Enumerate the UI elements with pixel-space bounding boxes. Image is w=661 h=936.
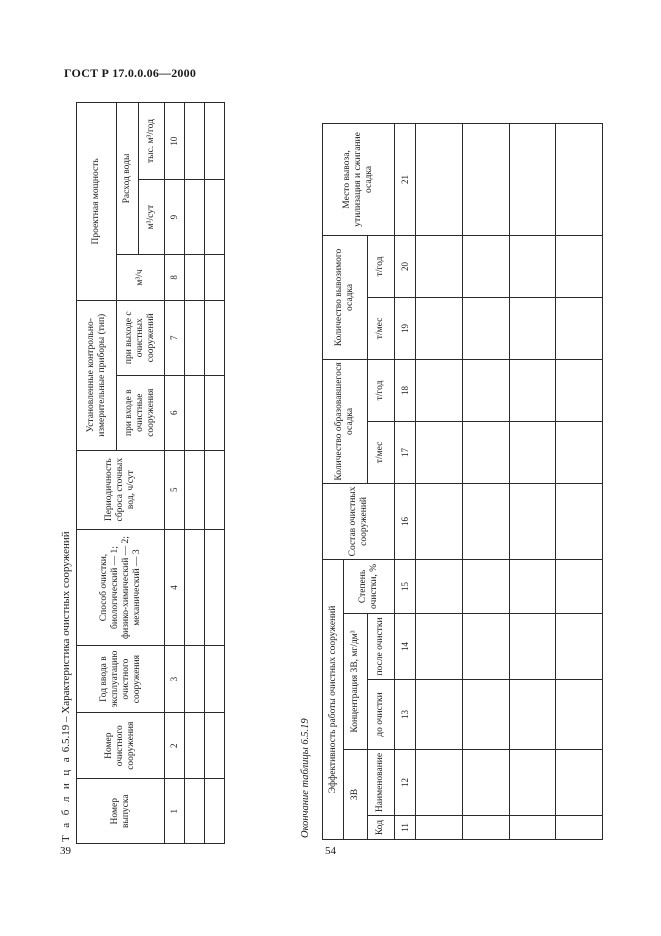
col-efficiency: Эффективность работы очистных сооружений xyxy=(323,559,344,839)
num-cell: 14 xyxy=(395,614,416,680)
empty-cell xyxy=(509,235,556,297)
empty-cell xyxy=(416,483,463,559)
empty-cell xyxy=(205,375,225,450)
num-cell: 7 xyxy=(165,300,185,375)
empty-cell xyxy=(205,779,225,844)
empty-cell xyxy=(205,712,225,779)
empty-cell xyxy=(185,712,205,779)
empty-cell xyxy=(556,614,603,680)
num-cell: 19 xyxy=(395,297,416,359)
empty-cell xyxy=(462,123,509,235)
col-outlet-number: Номер выпуска xyxy=(77,779,165,844)
empty-cell xyxy=(556,359,603,421)
col-name: Наименование xyxy=(367,750,395,816)
col-flow-thousand-m3year: тыс. м³/год xyxy=(139,103,165,180)
empty-cell xyxy=(416,123,463,235)
col-unit-t-month: т/мес xyxy=(367,297,395,359)
empty-cell xyxy=(462,750,509,816)
caption-text: 6.5.19 – Характеристика очистных сооружений xyxy=(60,531,72,753)
empty-cell xyxy=(205,646,225,713)
empty-cell xyxy=(416,750,463,816)
col-purification-degree: Степень очистки, % xyxy=(344,559,395,613)
empty-cell xyxy=(556,816,603,840)
empty-cell xyxy=(185,646,205,713)
num-cell: 16 xyxy=(395,483,416,559)
col-unit-t-month: т/мес xyxy=(367,421,395,483)
col-before-treatment: до очистки xyxy=(367,680,395,750)
empty-cell xyxy=(509,123,556,235)
num-cell: 4 xyxy=(165,529,185,646)
col-instruments: Установленные контрольно-измерительные приборы (тип) xyxy=(77,300,117,450)
empty-cell xyxy=(509,680,556,750)
empty-cell xyxy=(509,816,556,840)
num-cell: 2 xyxy=(165,712,185,779)
empty-cell xyxy=(185,255,205,301)
empty-cell xyxy=(556,123,603,235)
empty-cell xyxy=(185,450,205,529)
empty-cell xyxy=(509,359,556,421)
empty-cell xyxy=(416,559,463,613)
empty-cell xyxy=(416,816,463,840)
empty-cell xyxy=(462,559,509,613)
page-number-left: 39 xyxy=(60,845,71,857)
empty-cell xyxy=(509,421,556,483)
num-cell: 11 xyxy=(395,816,416,840)
continuation-table xyxy=(322,123,603,840)
empty-cell xyxy=(462,235,509,297)
empty-cell xyxy=(205,180,225,255)
num-cell: 10 xyxy=(165,103,185,180)
empty-cell xyxy=(462,483,509,559)
right-table-block xyxy=(300,102,603,840)
empty-cell xyxy=(462,816,509,840)
col-design-capacity: Проектная мощность xyxy=(77,103,117,301)
empty-cell xyxy=(556,680,603,750)
empty-cell xyxy=(509,483,556,559)
num-cell: 9 xyxy=(165,180,185,255)
empty-cell xyxy=(185,779,205,844)
empty-cell xyxy=(416,359,463,421)
left-table-block xyxy=(60,92,245,844)
num-cell: 8 xyxy=(165,255,185,301)
empty-cell xyxy=(556,483,603,559)
empty-cell xyxy=(416,614,463,680)
empty-cell xyxy=(205,103,225,180)
col-unit-t-year: т/год xyxy=(367,359,395,421)
empty-cell xyxy=(416,235,463,297)
empty-cell xyxy=(462,359,509,421)
table-caption xyxy=(60,531,72,842)
empty-cell xyxy=(509,750,556,816)
col-instruments-inlet: при входе в очистные сооружения xyxy=(117,375,165,450)
empty-cell xyxy=(509,559,556,613)
col-sludge-removed: Количество вывозимого осадка xyxy=(323,235,368,359)
empty-cell xyxy=(185,103,205,180)
empty-cell xyxy=(205,450,225,529)
num-cell: 1 xyxy=(165,779,185,844)
num-cell: 18 xyxy=(395,359,416,421)
empty-cell xyxy=(509,614,556,680)
num-cell: 21 xyxy=(395,123,416,235)
empty-cell xyxy=(556,235,603,297)
num-cell: 17 xyxy=(395,421,416,483)
empty-cell xyxy=(416,421,463,483)
num-cell: 6 xyxy=(165,375,185,450)
empty-cell xyxy=(185,375,205,450)
empty-cell xyxy=(556,297,603,359)
empty-cell xyxy=(556,750,603,816)
col-sludge-formed: Количество образовавшегося осадка xyxy=(323,359,368,483)
col-after-treatment: после очистки xyxy=(367,614,395,680)
table-continuation-caption: Окончание таблицы 6.5.19 xyxy=(300,718,311,838)
empty-cell xyxy=(462,297,509,359)
num-cell: 5 xyxy=(165,450,185,529)
col-code: Код xyxy=(367,816,395,840)
empty-cell xyxy=(416,680,463,750)
empty-cell xyxy=(185,529,205,646)
col-capacity-m3h: м³/ч xyxy=(117,255,165,301)
empty-cell xyxy=(205,255,225,301)
col-flow-m3day: м³/сут xyxy=(139,180,165,255)
col-treatment-method: Способ очистки, биологический — 1; физико-химический — 2; механический — 3 xyxy=(77,529,165,646)
empty-cell xyxy=(556,421,603,483)
empty-cell xyxy=(462,680,509,750)
document-header: ГОСТ Р 17.0.0.06—2000 xyxy=(64,66,197,80)
col-instruments-outlet: при выходе с очистных сооружений xyxy=(117,300,165,375)
empty-cell xyxy=(205,300,225,375)
empty-cell xyxy=(185,300,205,375)
empty-cell xyxy=(462,421,509,483)
empty-cell xyxy=(185,180,205,255)
caption-prefix: Т а б л и ц а xyxy=(60,754,72,842)
empty-cell xyxy=(416,297,463,359)
col-concentration: Концентрация ЗВ, мг/дм³ xyxy=(344,614,367,750)
col-facility-composition: Состав очистных сооружений xyxy=(323,483,395,559)
empty-cell xyxy=(509,297,556,359)
col-disposal-place: Место вывоза, утилизация и сжигание осадка xyxy=(323,123,395,235)
num-cell: 13 xyxy=(395,680,416,750)
empty-cell xyxy=(462,614,509,680)
col-unit-t-year: т/год xyxy=(367,235,395,297)
col-facility-number: Номер очистного сооружения xyxy=(77,712,165,779)
empty-cell xyxy=(205,529,225,646)
num-cell: 20 xyxy=(395,235,416,297)
empty-cell xyxy=(556,559,603,613)
num-cell: 3 xyxy=(165,646,185,713)
col-pollutant: ЗВ xyxy=(344,750,367,840)
col-commission-year: Год ввода в эксплуатацию очистного сооружения xyxy=(77,646,165,713)
characteristics-table xyxy=(76,102,225,844)
col-water-flow: Расход воды xyxy=(117,103,139,255)
col-discharge-frequency: Периодичность сброса сточных вод, ч/сут xyxy=(77,450,165,529)
page-number-right: 54 xyxy=(325,845,336,857)
num-cell: 12 xyxy=(395,750,416,816)
num-cell: 15 xyxy=(395,559,416,613)
